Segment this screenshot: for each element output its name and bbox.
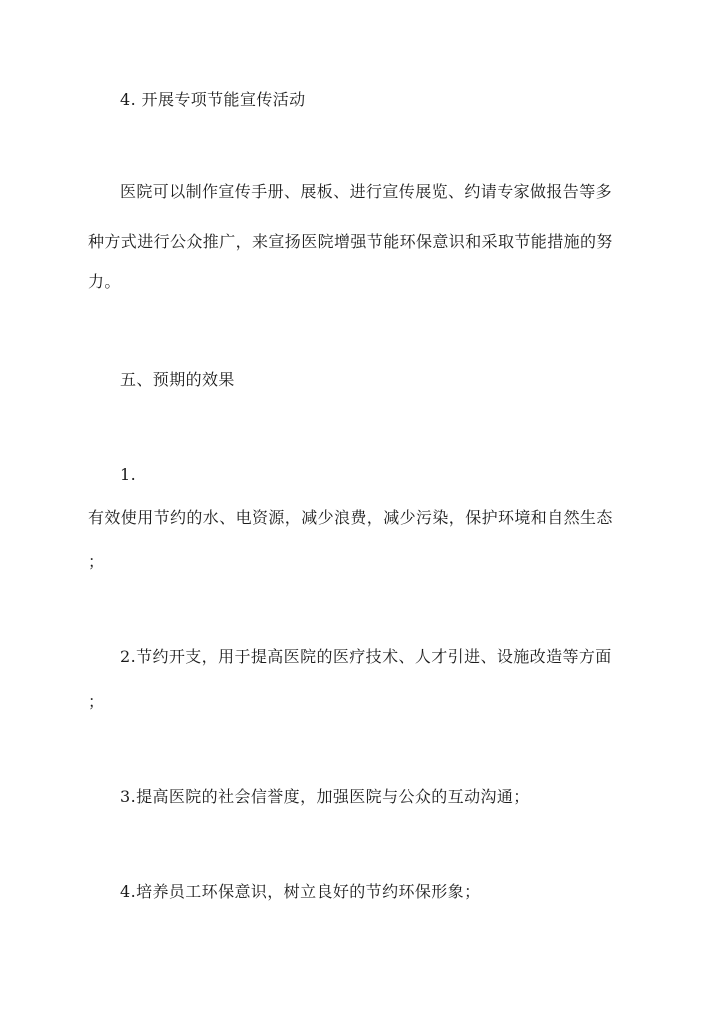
list-item-4-text: 4.培养员工环保意识，树立良好的节约环保形象； xyxy=(120,882,481,901)
list-item-1-number: 1. xyxy=(120,465,137,484)
list-item-3-text: 3.提高医院的社会信誉度，加强医院与公众的互动沟通； xyxy=(120,787,530,806)
paragraph-line-1: 医院可以制作宣传手册、展板、进行宣传展览、约请专家做报告等多 xyxy=(120,182,613,201)
paragraph-line-3: 力。 xyxy=(88,272,121,291)
list-item-1-tail: ； xyxy=(88,552,105,571)
list-item-2-text: 2.节约开支，用于提高医院的医疗技术、人才引进、设施改造等方面 xyxy=(120,647,612,666)
list-item-1-text: 有效使用节约的水、电资源，减少浪费，减少污染，保护环境和自然生态 xyxy=(88,508,613,527)
section-heading-5: 五、预期的效果 xyxy=(120,370,235,389)
section-heading-4: 4. 开展专项节能宣传活动 xyxy=(120,90,306,109)
list-item-2-tail: ； xyxy=(88,692,105,711)
paragraph-line-2: 种方式进行公众推广，来宣扬医院增强节能环保意识和采取节能措施的努 xyxy=(88,232,613,251)
